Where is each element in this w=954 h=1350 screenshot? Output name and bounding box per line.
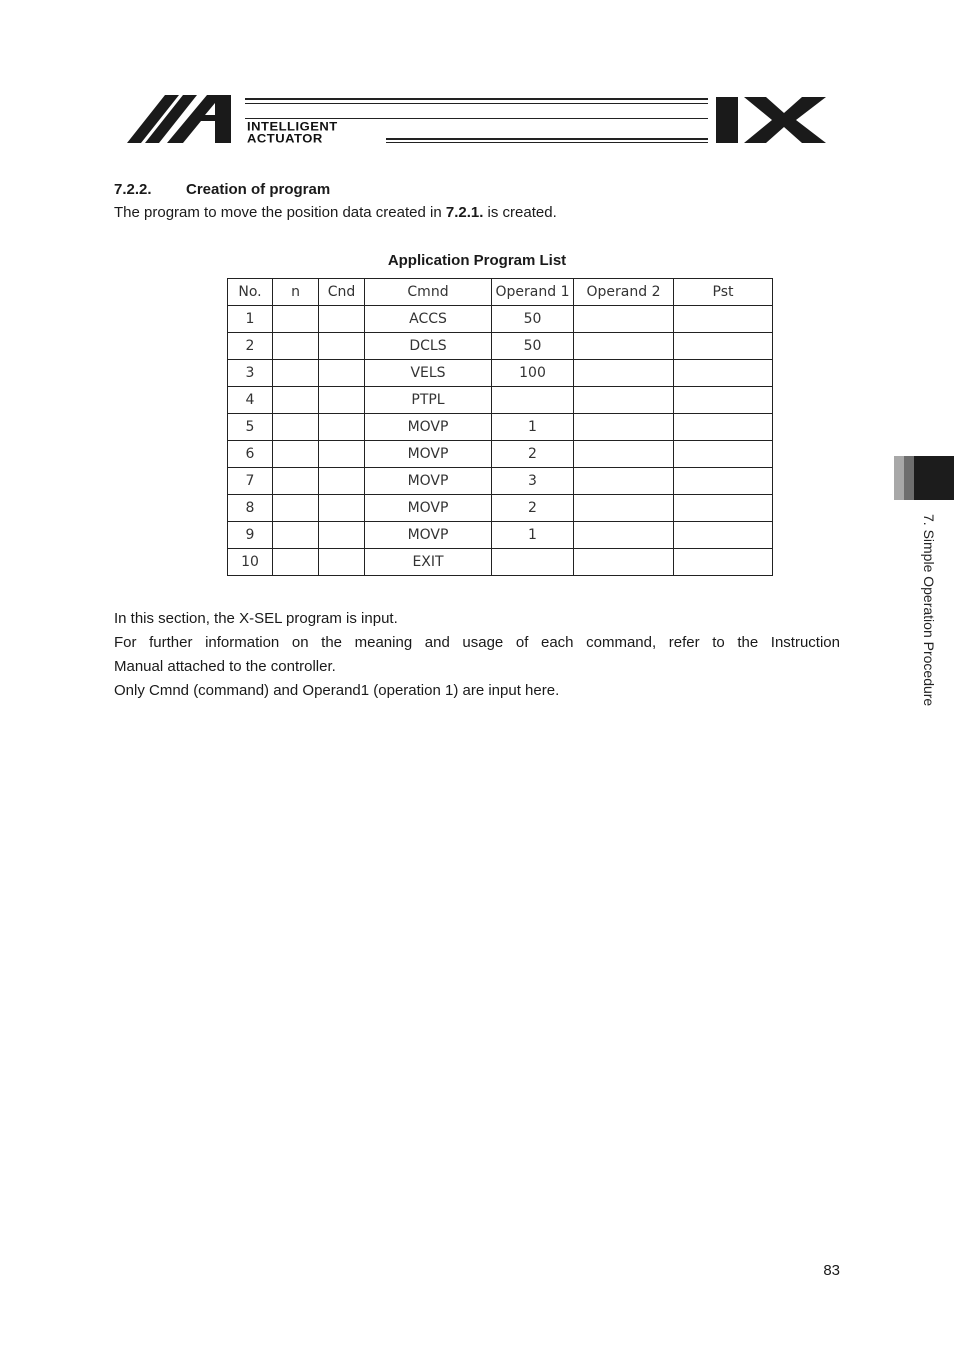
intro-prefix: The program to move the position data created in (114, 204, 446, 221)
column-header-cnd: Cnd (319, 279, 365, 306)
body-paragraph: For further information on the meaning and usage of each command, refer to the Instruction (114, 634, 840, 651)
cell-no: 10 (228, 549, 273, 576)
column-header-no: No. (228, 279, 273, 306)
cell-n (273, 495, 319, 522)
cell-pst (674, 360, 773, 387)
cell-no: 6 (228, 441, 273, 468)
cell-cnd (319, 333, 365, 360)
cell-no: 5 (228, 414, 273, 441)
cell-no: 3 (228, 360, 273, 387)
column-header-operand-1: Operand 1 (492, 279, 574, 306)
cell-cmnd: MOVP (365, 495, 492, 522)
table-row (228, 441, 773, 468)
cell-pst (674, 468, 773, 495)
cell-n (273, 414, 319, 441)
cell-operand-2 (574, 360, 674, 387)
cell-operand-1: 1 (492, 414, 574, 441)
table-row (228, 522, 773, 549)
chapter-side-label: 7. Simple Operation Procedure (921, 514, 937, 707)
cell-n (273, 468, 319, 495)
cell-operand-2 (574, 333, 674, 360)
table-header-row (228, 279, 773, 306)
intro-paragraph (114, 204, 557, 221)
cell-operand-2 (574, 549, 674, 576)
intro-suffix: is created. (483, 204, 557, 221)
cell-cmnd: EXIT (365, 549, 492, 576)
cell-n (273, 306, 319, 333)
cell-operand-1: 2 (492, 441, 574, 468)
cell-cmnd: MOVP (365, 522, 492, 549)
section-title: Creation of program (186, 181, 331, 198)
cell-cmnd: MOVP (365, 441, 492, 468)
table-row (228, 333, 773, 360)
cell-no: 1 (228, 306, 273, 333)
table-row (228, 414, 773, 441)
cell-operand-2 (574, 387, 674, 414)
cell-cmnd: VELS (365, 360, 492, 387)
table-row (228, 468, 773, 495)
cell-cnd (319, 495, 365, 522)
body-paragraph: Manual attached to the controller. (114, 658, 336, 675)
column-header-pst: Pst (674, 279, 773, 306)
cell-operand-1: 2 (492, 495, 574, 522)
header-rule (386, 142, 708, 143)
cell-cmnd: PTPL (365, 387, 492, 414)
cell-pst (674, 441, 773, 468)
body-paragraph: Only Cmnd (command) and Operand1 (operation 1) are input here. (114, 682, 560, 699)
cell-cnd (319, 468, 365, 495)
brand-name-line-1: INTELLIGENT (247, 119, 338, 134)
cell-n (273, 387, 319, 414)
column-header-n: n (273, 279, 319, 306)
cell-cnd (319, 522, 365, 549)
cell-operand-1: 50 (492, 333, 574, 360)
cell-operand-2 (574, 441, 674, 468)
table-body (228, 306, 773, 576)
cell-cnd (319, 549, 365, 576)
chapter-tab-marker (914, 456, 954, 500)
cell-cnd (319, 306, 365, 333)
cell-no: 8 (228, 495, 273, 522)
cell-n (273, 441, 319, 468)
cell-operand-2 (574, 306, 674, 333)
page-number: 83 (823, 1262, 840, 1279)
cell-cnd (319, 360, 365, 387)
cell-n (273, 549, 319, 576)
header-rule (245, 103, 708, 104)
cell-operand-2 (574, 495, 674, 522)
table-row (228, 306, 773, 333)
body-paragraph: In this section, the X-SEL program is input. (114, 610, 398, 627)
table-row (228, 360, 773, 387)
table-row (228, 495, 773, 522)
table-caption: Application Program List (387, 252, 567, 269)
chapter-tab-marker (904, 456, 914, 500)
column-header-cmnd: Cmnd (365, 279, 492, 306)
section-number: 7.2.2. (114, 181, 152, 198)
chapter-tab-marker (894, 456, 904, 500)
cell-pst (674, 495, 773, 522)
cell-operand-2 (574, 522, 674, 549)
cell-pst (674, 414, 773, 441)
cell-operand-2 (574, 414, 674, 441)
cell-cmnd: MOVP (365, 414, 492, 441)
cell-operand-1 (492, 387, 574, 414)
cell-n (273, 522, 319, 549)
cell-n (273, 333, 319, 360)
ix-product-logo-icon (716, 95, 828, 145)
table-row (228, 387, 773, 414)
brand-name-line-2: ACTUATOR (247, 131, 323, 146)
cell-operand-1: 1 (492, 522, 574, 549)
cell-operand-1: 100 (492, 360, 574, 387)
cell-no: 4 (228, 387, 273, 414)
intro-section-reference: 7.2.1. (445, 204, 484, 221)
cell-no: 2 (228, 333, 273, 360)
cell-operand-1 (492, 549, 574, 576)
cell-operand-1: 50 (492, 306, 574, 333)
cell-operand-1: 3 (492, 468, 574, 495)
cell-pst (674, 549, 773, 576)
column-header-operand-2: Operand 2 (574, 279, 674, 306)
cell-cmnd: MOVP (365, 468, 492, 495)
cell-pst (674, 306, 773, 333)
cell-cmnd: ACCS (365, 306, 492, 333)
cell-cnd (319, 441, 365, 468)
cell-cmnd: DCLS (365, 333, 492, 360)
table-row (228, 549, 773, 576)
header-rule (386, 138, 708, 140)
cell-no: 9 (228, 522, 273, 549)
cell-operand-2 (574, 468, 674, 495)
iai-logo-icon (127, 95, 241, 143)
program-table (227, 278, 773, 576)
cell-cnd (319, 414, 365, 441)
cell-cnd (319, 387, 365, 414)
cell-pst (674, 387, 773, 414)
cell-no: 7 (228, 468, 273, 495)
header-rule (245, 98, 708, 100)
cell-pst (674, 522, 773, 549)
cell-pst (674, 333, 773, 360)
cell-n (273, 360, 319, 387)
